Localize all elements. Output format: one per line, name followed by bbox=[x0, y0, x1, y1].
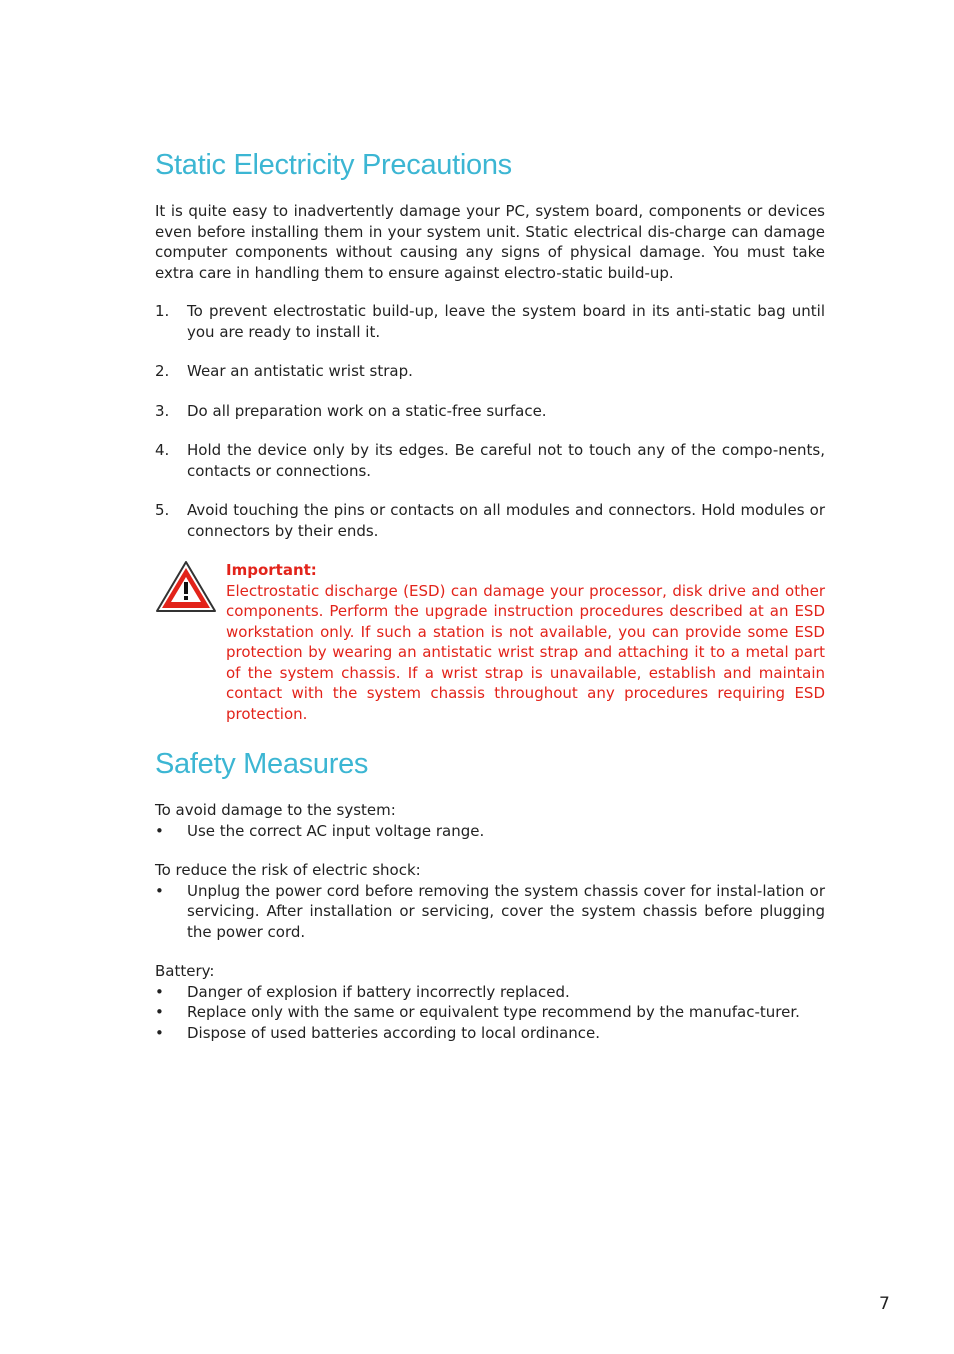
list-item bbox=[155, 401, 825, 422]
battery-list bbox=[155, 982, 825, 1044]
bullet: • bbox=[155, 1003, 164, 1021]
electric-shock-list bbox=[155, 881, 825, 943]
step-number: 5. bbox=[155, 501, 170, 519]
page-content bbox=[155, 143, 825, 1043]
step-number: 4. bbox=[155, 441, 170, 459]
list-item bbox=[155, 301, 825, 342]
important-title: Important: bbox=[226, 561, 317, 579]
important-text: Electrostatic discharge (ESD) can damage your processor, disk drive and other components. Perform the upgrade instruction procedures described at an ESD workstation only. If such a station is not available, you can provide some ESD protection by wearing an antistatic wrist strap and attaching it to a metal part of the system chassis. If a wrist strap is unavailable, establish and maintain contact with the system chassis throughout any procedures requiring ESD protection. bbox=[226, 581, 825, 723]
step-number: 1. bbox=[155, 302, 170, 320]
list-item bbox=[155, 440, 825, 481]
safety-measures-heading: Safety Measures bbox=[155, 748, 369, 780]
list-item bbox=[155, 500, 825, 541]
step-number: 2. bbox=[155, 362, 170, 380]
battery-intro: Battery: bbox=[155, 962, 215, 980]
list-item bbox=[155, 361, 825, 382]
list-item: • Dispose of used batteries according to local ordinance. bbox=[155, 1023, 600, 1042]
important-notice bbox=[155, 560, 825, 724]
electric-shock-intro: To reduce the risk of electric shock: bbox=[155, 861, 421, 879]
warning-triangle-icon bbox=[155, 560, 217, 614]
step-text: Avoid touching the pins or contacts on all modules and connectors. Hold modules or connectors by their ends. bbox=[187, 501, 825, 540]
step-text: To prevent electrostatic build-up, leave the system board in its anti-static bag until you are ready to install it. bbox=[187, 302, 825, 341]
precaution-steps-list bbox=[155, 301, 825, 541]
step-text: Wear an antistatic wrist strap. bbox=[187, 362, 413, 380]
bullet: • bbox=[155, 821, 164, 840]
page-number: 7 bbox=[879, 1294, 890, 1314]
list-item: • Danger of explosion if battery incorrectly replaced. bbox=[155, 982, 570, 1001]
bullet: • bbox=[155, 982, 164, 1001]
static-intro-paragraph: It is quite easy to inadvertently damage your PC, system board, components or devices even before installing them in your system unit. Static electrical dis-charge can damage computer components without causing any signs of physical damage. You must take extra care in handling them to ensure against electro-static build-up. bbox=[155, 202, 825, 282]
bullet: • bbox=[155, 1023, 164, 1042]
step-number: 3. bbox=[155, 401, 170, 420]
static-precautions-heading: Static Electricity Precautions bbox=[155, 149, 512, 181]
step-text: Hold the device only by its edges. Be careful not to touch any of the compo-nents, contacts or connections. bbox=[187, 441, 825, 480]
step-text: Do all preparation work on a static-free surface. bbox=[187, 401, 547, 420]
bullet: • bbox=[155, 881, 164, 900]
list-item: • Unplug the power cord before removing the system chassis cover for instal-lation or servicing. After installation or servicing, cover the system chassis before plugging the power cord. bbox=[155, 881, 825, 941]
system-damage-intro: To avoid damage to the system: bbox=[155, 801, 396, 819]
list-item: • Use the correct AC input voltage range. bbox=[155, 821, 485, 840]
list-item: • Replace only with the same or equivalent type recommend by the manufac-turer. bbox=[155, 1003, 800, 1021]
system-damage-list bbox=[155, 821, 825, 842]
